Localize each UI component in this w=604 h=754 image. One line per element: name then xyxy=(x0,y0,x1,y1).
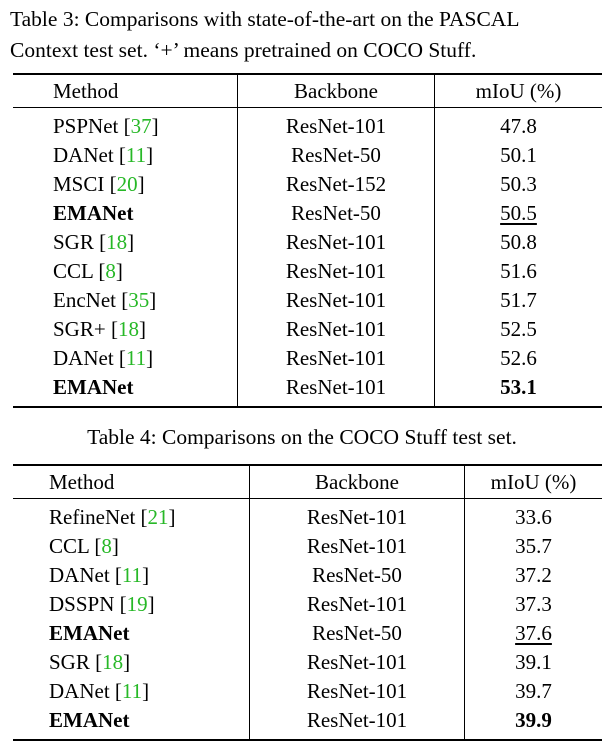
miou-cell xyxy=(435,228,603,257)
miou-cell xyxy=(465,532,603,561)
table-row xyxy=(13,648,602,677)
miou-value: 50.8 xyxy=(500,230,537,254)
miou-value: 37.2 xyxy=(515,563,552,587)
method-name: DANet xyxy=(53,143,114,167)
miou-value: 51.6 xyxy=(500,259,537,283)
miou-value: 35.7 xyxy=(515,534,552,558)
method-name: DANet xyxy=(53,346,114,370)
table-header-row xyxy=(13,74,602,108)
method-name: MSCI xyxy=(53,172,105,196)
method-cell: CCL [8] xyxy=(49,534,119,558)
table-header-row xyxy=(13,465,602,499)
table-3-body xyxy=(13,108,602,408)
miou-value: 53.1 xyxy=(500,375,537,399)
miou-cell xyxy=(435,199,603,228)
method-cell: DANet [11] xyxy=(53,346,154,370)
citation-link[interactable]: 18 xyxy=(117,317,139,341)
backbone-cell: ResNet-101 xyxy=(238,257,435,286)
miou-value: 37.6 xyxy=(515,621,552,645)
method-cell: DANet [11] xyxy=(49,563,150,587)
miou-value: 50.3 xyxy=(500,172,537,196)
method-name: DSSPN xyxy=(49,592,115,616)
citation-link[interactable]: 11 xyxy=(125,143,147,167)
table-row xyxy=(13,228,602,257)
table-row xyxy=(13,373,602,407)
table-3 xyxy=(13,73,602,408)
method-cell xyxy=(13,619,250,648)
table-3-caption-line-1: Table 3: Comparisons with state-of-the-art on the PASCAL xyxy=(10,7,520,31)
backbone-cell: ResNet-50 xyxy=(250,619,465,648)
backbone-cell: ResNet-101 xyxy=(250,706,465,740)
backbone-cell: ResNet-101 xyxy=(238,228,435,257)
backbone-cell: ResNet-50 xyxy=(238,199,435,228)
backbone-cell: ResNet-152 xyxy=(238,170,435,199)
table-row xyxy=(13,499,602,533)
miou-cell xyxy=(465,648,603,677)
citation-link[interactable]: 11 xyxy=(121,679,143,703)
citation-link[interactable]: 20 xyxy=(116,172,138,196)
citation-link[interactable]: 18 xyxy=(102,650,124,674)
miou-value: 51.7 xyxy=(500,288,537,312)
method-name: PSPNet xyxy=(53,114,119,138)
miou-cell xyxy=(435,344,603,373)
header-backbone: Backbone xyxy=(238,74,435,108)
miou-value: 39.9 xyxy=(515,708,552,732)
miou-value: 52.6 xyxy=(500,346,537,370)
miou-value: 47.8 xyxy=(500,114,537,138)
miou-cell xyxy=(465,590,603,619)
backbone-cell: ResNet-101 xyxy=(238,286,435,315)
header-miou: mIoU (%) xyxy=(435,74,603,108)
citation-link[interactable]: 8 xyxy=(105,259,116,283)
table-row xyxy=(13,619,602,648)
method-name: EMANet xyxy=(49,708,130,732)
backbone-cell: ResNet-101 xyxy=(238,108,435,142)
header-backbone: Backbone xyxy=(250,465,465,499)
backbone-cell: ResNet-101 xyxy=(238,344,435,373)
method-cell: CCL [8] xyxy=(53,259,123,283)
method-name: SGR xyxy=(53,230,94,254)
miou-cell xyxy=(465,619,603,648)
citation-link[interactable]: 18 xyxy=(106,230,128,254)
miou-cell xyxy=(465,677,603,706)
citation-link[interactable]: 11 xyxy=(125,346,147,370)
table-row xyxy=(13,344,602,373)
miou-cell xyxy=(435,141,603,170)
table-4-body xyxy=(13,499,602,741)
table-row xyxy=(13,199,602,228)
table-row xyxy=(13,677,602,706)
miou-cell xyxy=(435,257,603,286)
table-row xyxy=(13,532,602,561)
backbone-cell: ResNet-101 xyxy=(250,590,465,619)
miou-cell xyxy=(465,499,603,533)
backbone-cell: ResNet-101 xyxy=(250,648,465,677)
header-miou: mIoU (%) xyxy=(465,465,603,499)
method-name: DANet xyxy=(49,563,110,587)
citation-link[interactable]: 11 xyxy=(121,563,143,587)
table-row xyxy=(13,108,602,142)
method-cell: DSSPN [19] xyxy=(49,592,155,616)
method-cell xyxy=(13,199,238,228)
miou-value: 39.7 xyxy=(515,679,552,703)
method-name: EMANet xyxy=(49,621,130,645)
backbone-cell: ResNet-101 xyxy=(250,677,465,706)
method-cell: SGR+ [18] xyxy=(53,317,146,341)
method-cell: EncNet [35] xyxy=(53,288,157,312)
miou-cell xyxy=(435,286,603,315)
table-3-caption-line-2: Context test set. ‘+’ means pretrained on COCO Stuff. xyxy=(10,38,477,62)
method-cell xyxy=(13,373,238,407)
header-method: Method xyxy=(13,74,238,108)
miou-value: 50.5 xyxy=(500,201,537,225)
table-4 xyxy=(13,464,602,741)
miou-value: 50.1 xyxy=(500,143,537,167)
method-cell: SGR [18] xyxy=(49,650,131,674)
miou-value: 39.1 xyxy=(515,650,552,674)
miou-cell xyxy=(435,315,603,344)
method-name: EncNet xyxy=(53,288,116,312)
method-cell: DANet [11] xyxy=(53,143,154,167)
method-name: DANet xyxy=(49,679,110,703)
method-cell xyxy=(13,706,250,740)
table-row xyxy=(13,561,602,590)
citation-link[interactable]: 35 xyxy=(128,288,150,312)
miou-value: 52.5 xyxy=(500,317,537,341)
method-cell: RefineNet [21] xyxy=(49,505,176,529)
table-row xyxy=(13,286,602,315)
citation-link[interactable]: 8 xyxy=(101,534,112,558)
table-3-caption xyxy=(10,4,519,66)
table-row xyxy=(13,590,602,619)
backbone-cell: ResNet-101 xyxy=(250,532,465,561)
header-method: Method xyxy=(13,465,250,499)
backbone-cell: ResNet-101 xyxy=(238,373,435,407)
citation-link[interactable]: 19 xyxy=(126,592,148,616)
miou-value: 37.3 xyxy=(515,592,552,616)
table-row xyxy=(13,257,602,286)
method-cell: PSPNet [37] xyxy=(53,114,159,138)
table-row xyxy=(13,315,602,344)
backbone-cell: ResNet-50 xyxy=(238,141,435,170)
method-cell: SGR [18] xyxy=(53,230,135,254)
table-row xyxy=(13,141,602,170)
citation-link[interactable]: 37 xyxy=(130,114,152,138)
miou-value: 33.6 xyxy=(515,505,552,529)
method-name: CCL xyxy=(49,534,90,558)
table-row xyxy=(13,706,602,740)
miou-cell xyxy=(435,108,603,142)
backbone-cell: ResNet-101 xyxy=(250,499,465,533)
citation-link[interactable]: 21 xyxy=(147,505,169,529)
table-4-caption: Table 4: Comparisons on the COCO Stuff test set. xyxy=(87,425,517,449)
backbone-cell: ResNet-101 xyxy=(238,315,435,344)
method-cell: MSCI [20] xyxy=(53,172,145,196)
miou-cell xyxy=(435,170,603,199)
method-name: EMANet xyxy=(53,201,134,225)
method-name: CCL xyxy=(53,259,94,283)
table-row xyxy=(13,170,602,199)
miou-cell xyxy=(465,561,603,590)
backbone-cell: ResNet-50 xyxy=(250,561,465,590)
method-name: RefineNet xyxy=(49,505,136,529)
method-name: SGR xyxy=(49,650,90,674)
miou-cell xyxy=(465,706,603,740)
method-name: EMANet xyxy=(53,375,134,399)
miou-cell xyxy=(435,373,603,407)
method-name: SGR+ xyxy=(53,317,106,341)
method-cell: DANet [11] xyxy=(49,679,150,703)
